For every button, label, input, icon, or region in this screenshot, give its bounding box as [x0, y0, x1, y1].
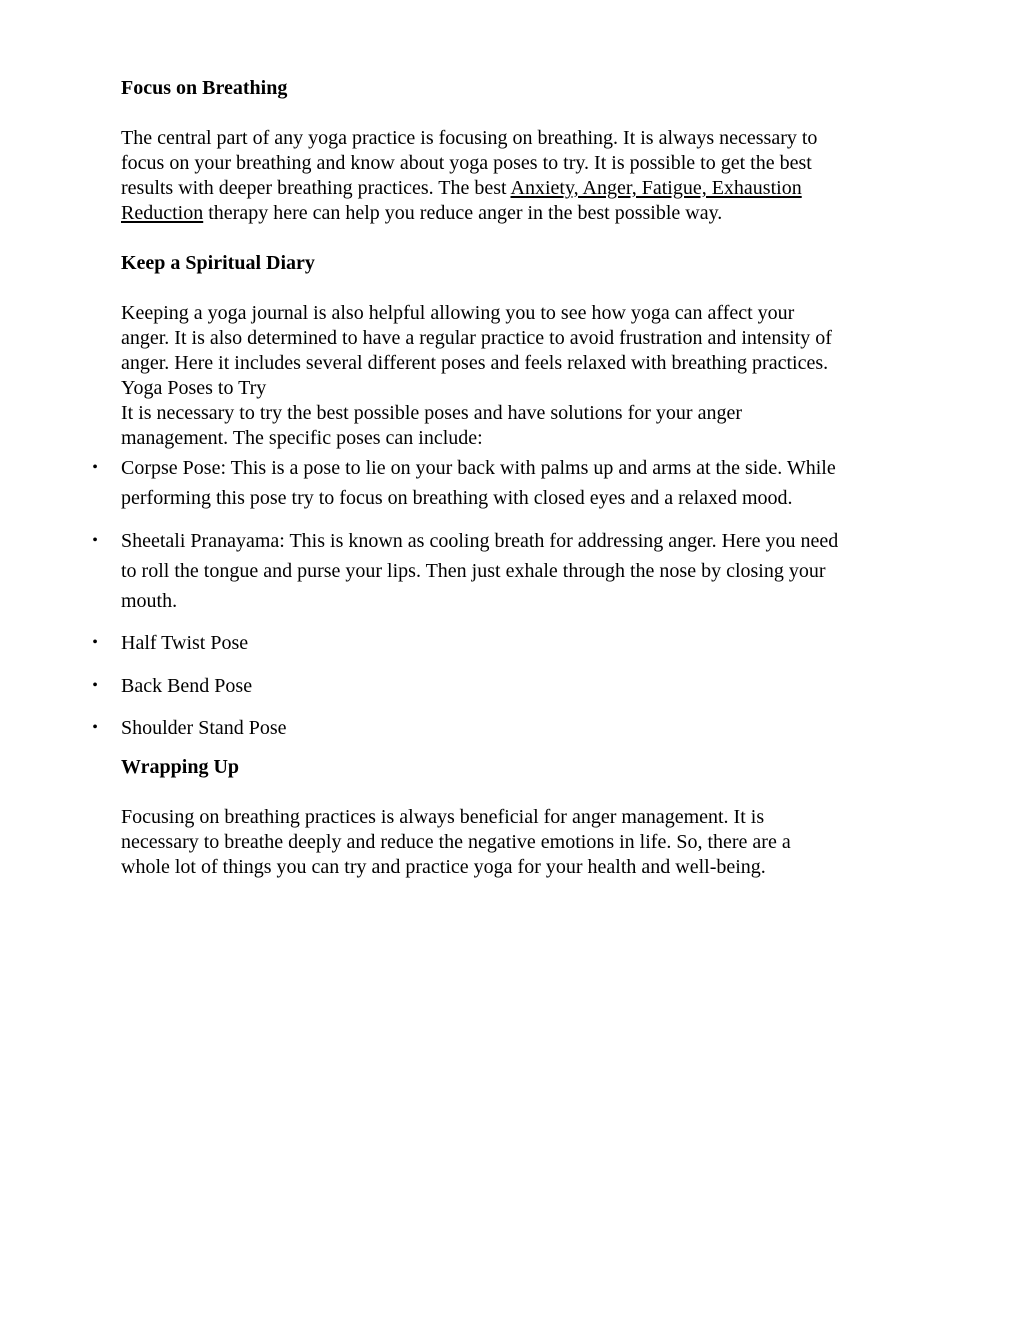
paragraph-wrapping-up [121, 805, 911, 880]
paragraph-line [121, 201, 911, 226]
bullet-icon: • [92, 459, 98, 476]
paragraph-text: therapy here can help you reduce anger in the best possible way. [203, 202, 723, 224]
paragraph-line: Focusing on breathing practices is always beneficial for anger management. It is [121, 806, 765, 828]
paragraph-diary [121, 301, 911, 451]
paragraph-text: results with deeper breathing practices. The best [121, 177, 511, 199]
heading-keep-a-spiritual-diary: Keep a Spiritual Diary [121, 252, 315, 274]
list-item-text: Sheetali Pranayama: This is known as cooling breath for addressing anger. Here you need [121, 530, 839, 552]
list-item-text: performing this pose try to focus on breathing with closed eyes and a relaxed mood. [121, 487, 793, 509]
list-item-text: Corpse Pose: This is a pose to lie on your back with palms up and arms at the side. While [121, 457, 836, 479]
list-item-text: Half Twist Pose [121, 632, 249, 654]
paragraph-line: The central part of any yoga practice is focusing on breathing. It is always necessary to [121, 127, 818, 149]
paragraph-line: Keeping a yoga journal is also helpful allowing you to see how yoga can affect your [121, 302, 795, 324]
bullet-icon: • [92, 634, 98, 651]
list-item-text: mouth. [121, 590, 178, 612]
bullet-icon: • [92, 719, 98, 736]
paragraph-breathing [121, 126, 911, 226]
paragraph-line: anger. It is also determined to have a regular practice to avoid frustration and intensity of [121, 327, 832, 349]
list-item-text: to roll the tongue and purse your lips. Then just exhale through the nose by closing your [121, 560, 826, 582]
paragraph-line: management. The specific poses can include: [121, 427, 483, 449]
therapy-link[interactable]: Anxiety, Anger, Fatigue, Exhaustion [510, 177, 802, 199]
paragraph-line: anger. Here it includes several different poses and feels relaxed with breathing practices. [121, 352, 829, 374]
list-item-text: Shoulder Stand Pose [121, 717, 287, 739]
paragraph-line: focus on your breathing and know about yoga poses to try. It is possible to get the best [121, 152, 812, 174]
paragraph-line: necessary to breathe deeply and reduce the negative emotions in life. So, there are a [121, 831, 791, 853]
list-item-text: Back Bend Pose [121, 675, 253, 697]
list-item-sheetali-pranayama [92, 526, 921, 616]
bullet-icon: • [92, 532, 98, 549]
therapy-link-continued[interactable]: Reduction [121, 202, 204, 224]
subheading-yoga-poses-to-try: Yoga Poses to Try [121, 377, 267, 399]
list-item-half-twist-pose [92, 628, 921, 658]
heading-wrapping-up: Wrapping Up [121, 756, 240, 778]
list-item-back-bend-pose [92, 671, 921, 701]
heading-focus-on-breathing: Focus on Breathing [121, 77, 288, 99]
paragraph-line [121, 176, 911, 201]
list-item-corpse-pose [92, 453, 921, 513]
paragraph-line: whole lot of things you can try and practice yoga for your health and well-being. [121, 856, 766, 878]
list-item-shoulder-stand-pose [92, 713, 921, 743]
paragraph-line: It is necessary to try the best possible poses and have solutions for your anger [121, 402, 742, 424]
bullet-icon: • [92, 677, 98, 694]
